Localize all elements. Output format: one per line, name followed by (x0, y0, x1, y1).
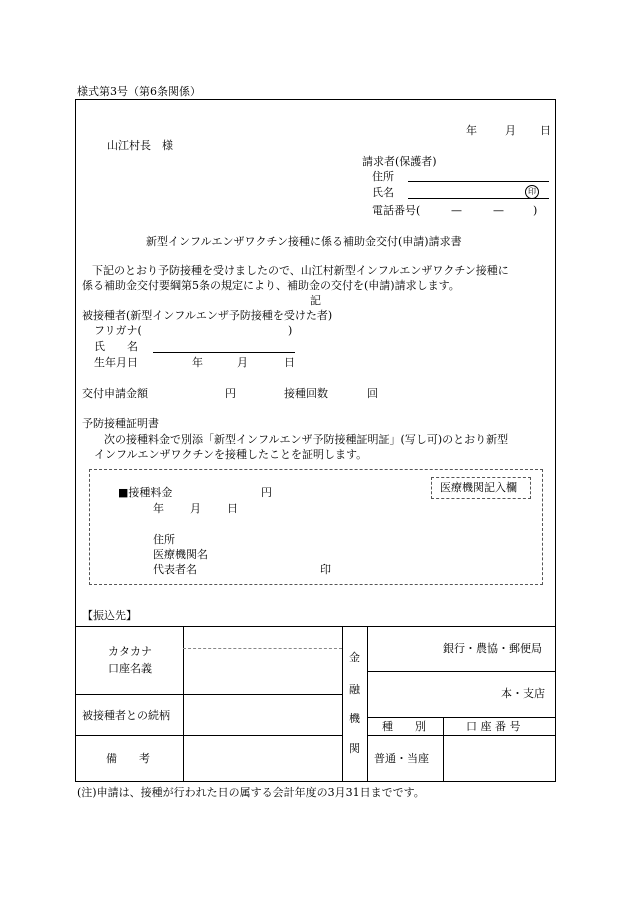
table-col-line-3 (367, 626, 368, 782)
dob-year: 年 (192, 356, 203, 369)
cert-rep-label: 代表者名 (153, 563, 197, 576)
date-month: 月 (505, 124, 516, 137)
table-col-line-2 (342, 626, 343, 782)
table-col-line-4 (443, 717, 444, 782)
furigana-close: ) (288, 324, 293, 337)
fee-label: ■接種料金 (118, 486, 173, 499)
vaccinee-name-label: 氏 名 (94, 340, 138, 353)
certificate-line-2: インフルエンザワクチンを接種したことを証明します。 (94, 448, 368, 461)
footnote: (注)申請は、接種が行われた日の属する会計年度の3月31日までです。 (77, 786, 425, 799)
katakana-label: カタカナ (108, 645, 152, 658)
form-number: 様式第3号（第6条関係） (77, 85, 201, 98)
requester-address-label: 住所 (372, 170, 394, 183)
requester-phone-dash1: — (451, 204, 462, 217)
relation-label: 被接種者との続柄 (82, 709, 170, 722)
requester-phone-dash2: — (493, 204, 504, 217)
account-name-label: 口座名義 (108, 662, 152, 675)
addressee: 山江村長 様 (107, 139, 173, 152)
table-top-border (75, 626, 556, 627)
account-number-label: 口 座 番 号 (466, 720, 521, 733)
cert-date-day: 日 (227, 502, 238, 515)
branch-types: 本・支店 (501, 687, 545, 700)
cert-date-month: 月 (190, 502, 201, 515)
vaccinee-heading: 被接種者(新型インフルエンザ予防接種を受けた者) (82, 309, 333, 322)
bank-types: 銀行・農協・郵便局 (443, 642, 542, 655)
fi-char-1: 金 (349, 651, 360, 664)
cert-rep-seal: 印 (320, 563, 331, 576)
requester-seal: 印 (525, 185, 539, 199)
fee-yen: 円 (261, 486, 272, 499)
fi-char-2: 融 (349, 683, 360, 696)
remarks-label: 備 考 (106, 752, 150, 765)
cert-address-label: 住所 (153, 533, 175, 546)
requester-phone-close: ) (533, 204, 538, 217)
date-year: 年 (466, 124, 477, 137)
cert-institution-label: 医療機関名 (153, 548, 208, 561)
amount-label: 交付申請金額 (82, 387, 148, 400)
intro-line-1: 下記のとおり予防接種を受けましたので、山江村新型インフルエンザワクチン接種に (92, 264, 509, 277)
count-label: 接種回数 (284, 387, 328, 400)
requester-name-label: 氏名 (372, 186, 394, 199)
certificate-heading: 予防接種証明書 (82, 417, 159, 430)
certificate-line-1: 次の接種料金で別添「新型インフルエンザ予防接種証明証」(写し可)のとおり新型 (104, 433, 509, 446)
type-label: 種 別 (382, 720, 426, 733)
dob-month: 月 (237, 356, 248, 369)
intro-line-2: 係る補助金交付要綱第5条の規定により、補助金の交付を(申請)請求します。 (82, 279, 460, 292)
requester-phone-label: 電話番号( (372, 204, 421, 217)
table-col-line-1 (183, 626, 184, 782)
count-unit: 回 (367, 387, 378, 400)
vaccinee-name-line (153, 352, 295, 353)
fi-char-3: 機 (349, 712, 360, 725)
table-row-line-right-1 (367, 671, 556, 672)
katakana-divider (183, 648, 342, 649)
amount-yen: 円 (225, 387, 236, 400)
dob-day: 日 (284, 356, 295, 369)
date-day: 日 (540, 124, 551, 137)
requester-title: 請求者(保護者) (362, 155, 437, 168)
medical-box-label: 医療機関記入欄 (440, 481, 517, 494)
furigana-label: フリガナ( (94, 324, 142, 337)
document-title: 新型インフルエンザワクチン接種に係る補助金交付(申請)請求書 (146, 235, 462, 248)
fi-char-4: 関 (349, 742, 360, 755)
cert-date-year: 年 (153, 502, 164, 515)
table-row-line-left-1 (75, 694, 342, 695)
ki-mark: 記 (310, 294, 321, 307)
requester-address-line (408, 181, 549, 182)
transfer-heading: 【振込先】 (82, 609, 137, 622)
dob-label: 生年月日 (94, 356, 138, 369)
table-row-line-right-2 (367, 717, 556, 718)
type-value: 普通・当座 (374, 752, 429, 765)
table-row-line-left-2 (75, 735, 342, 736)
table-row-line-right-3 (367, 735, 556, 736)
